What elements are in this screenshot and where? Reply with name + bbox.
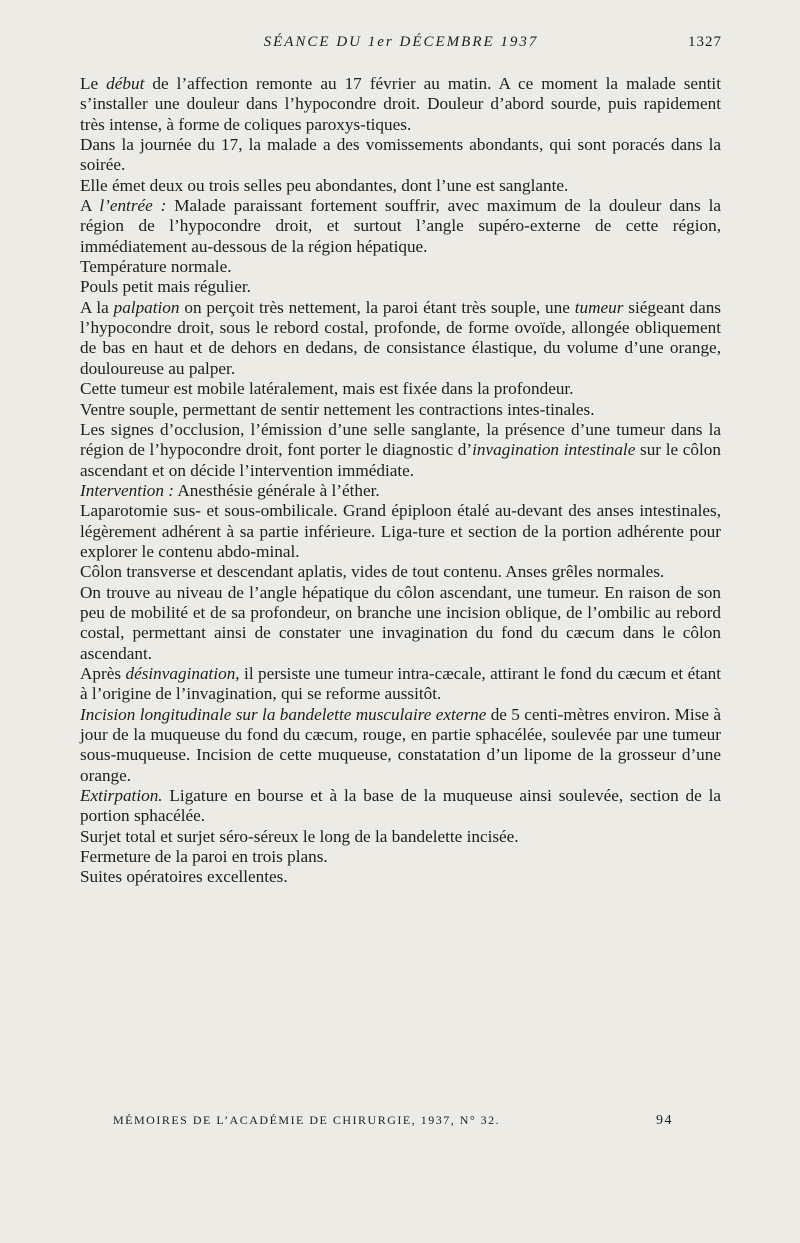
text-run: Fermeture de la paroi en trois plans. (80, 847, 328, 867)
paragraph (80, 176, 721, 196)
text-run: de 5 centi-mètres environ. Mise à jour de la muqueuse du fond du cæcum, rouge, en partie sphacélée, soulevée par une tumeur sous-muqueuse. Incision de cette muqueuse, constatation d’un lipome de la grosseur d’une orange. (80, 704, 721, 785)
text-run: Laparotomie sus- et sous-ombilicale. Grand épiploon étalé au-devant des anses intestinales, légèrement adhérent à sa partie inférieure. Liga-ture et section de la portion adhérente pour explorer le contenu abdo-minal. (80, 501, 721, 561)
paragraph (80, 705, 721, 786)
paragraph (80, 74, 721, 135)
text-run: sur le côlon ascendant et on décide l’intervention immédiate. (80, 440, 721, 480)
text-run: Après (80, 663, 126, 683)
text-run: Dans la journée du 17, la malade a des vomissements abondants, qui sont poracés dans la soirée. (80, 135, 721, 175)
paragraph (80, 277, 721, 297)
paragraph (80, 867, 721, 887)
page-number: 1327 (688, 34, 722, 50)
paragraph (80, 135, 721, 176)
paragraph (80, 379, 721, 399)
italic-text: invagination intestinale (472, 440, 636, 460)
text-run: A (80, 196, 100, 216)
text-run: Côlon transverse et descendant aplatis, vides de tout contenu. Anses grêles normales. (80, 562, 665, 582)
italic-text: palpation (113, 297, 180, 317)
paragraph (80, 298, 721, 379)
paragraph (80, 501, 721, 562)
paragraph (80, 481, 721, 501)
body-text (80, 74, 721, 888)
text-run: Anesthésie générale à l’éther. (174, 480, 380, 500)
italic-text: tumeur (574, 297, 624, 317)
paragraph (80, 664, 721, 705)
text-run: Température normale. (80, 257, 232, 277)
text-run: Malade paraissant fortement souffrir, avec maximum de la douleur dans la région de l’hypocondre droit, et surtout l’angle supéro-externe de cette région, immédiatement au-dessous de la région hépatique. (80, 196, 721, 256)
paragraph (80, 583, 721, 664)
text-run: Les signes d’occlusion, l’émission d’une selle sanglante, la présence d’une tumeur dans la région de l’hypocondre droit, font porter le diagnostic d’ (80, 419, 721, 460)
page-header (80, 34, 722, 58)
signature-mark: 94 (656, 1113, 673, 1128)
text-run: A la (80, 297, 114, 317)
italic-text: Incision longitudinale sur la bandelette musculaire externe (80, 704, 487, 724)
paragraph (80, 847, 721, 867)
text-run: Ligature en bourse et à la base de la muqueuse ainsi soulevée, section de la portion sphacélée. (80, 786, 721, 826)
text-run: Le (80, 74, 107, 93)
paragraph (80, 562, 721, 582)
italic-text: début (106, 74, 145, 93)
text-run: Suites opératoires excellentes. (80, 867, 288, 887)
paragraph (80, 400, 721, 420)
journal-citation: MÉMOIRES DE L’ACADÉMIE DE CHIRURGIE, 1937, N° 32. (113, 1113, 501, 1127)
italic-text: désinvagination, (125, 663, 240, 683)
text-run: Surjet total et surjet séro-séreux le long de la bandelette incisée. (80, 826, 519, 846)
page-footer (113, 1113, 673, 1133)
paragraph (80, 827, 721, 847)
paragraph (80, 420, 721, 481)
text-run: on perçoit très nettement, la paroi étant très souple, une (179, 297, 575, 317)
running-title: SÉANCE DU 1er DÉCEMBRE 1937 (263, 34, 539, 50)
italic-text: Extirpation. (80, 786, 163, 806)
text-run: siégeant dans l’hypocondre droit, sous le rebord costal, profonde, de forme ovoïde, allongée obliquement de bas en haut et de dehors en dedans, de consistance élastique, du volume d’une orange, douloureuse au palper. (80, 297, 721, 378)
text-run: Cette tumeur est mobile latéralement, mais est fixée dans la profondeur. (80, 379, 574, 399)
paragraph (80, 257, 721, 277)
paragraph (80, 786, 721, 827)
paragraph (80, 196, 721, 257)
text-run: Ventre souple, permettant de sentir nettement les contractions intes-tinales. (80, 399, 595, 419)
text-run: Pouls petit mais régulier. (80, 277, 251, 297)
text-run: de l’affection remonte au 17 février au matin. A ce moment la malade sentit s’installer une douleur dans l’hypocondre droit. Douleur d’abord sourde, puis rapidement très intense, à forme de coliques paroxys-tiques. (80, 74, 721, 134)
italic-text: l’entrée : (99, 196, 167, 216)
italic-text: Intervention : (80, 480, 175, 500)
text-run: On trouve au niveau de l’angle hépatique du côlon ascendant, une tumeur. En raison de son peu de mobilité et de sa profondeur, on branche une incision oblique, de l’ombilic au rebord costal, permettant ainsi de constater une invagination du fond du cæcum dans le côlon ascendant. (80, 582, 721, 663)
text-run: il persiste une tumeur intra-cæcale, attirant le fond du cæcum et étant à l’origine de l’invagination, qui se reforme aussitôt. (80, 663, 721, 704)
text-run: Elle émet deux ou trois selles peu abondantes, dont l’une est sanglante. (80, 175, 569, 195)
